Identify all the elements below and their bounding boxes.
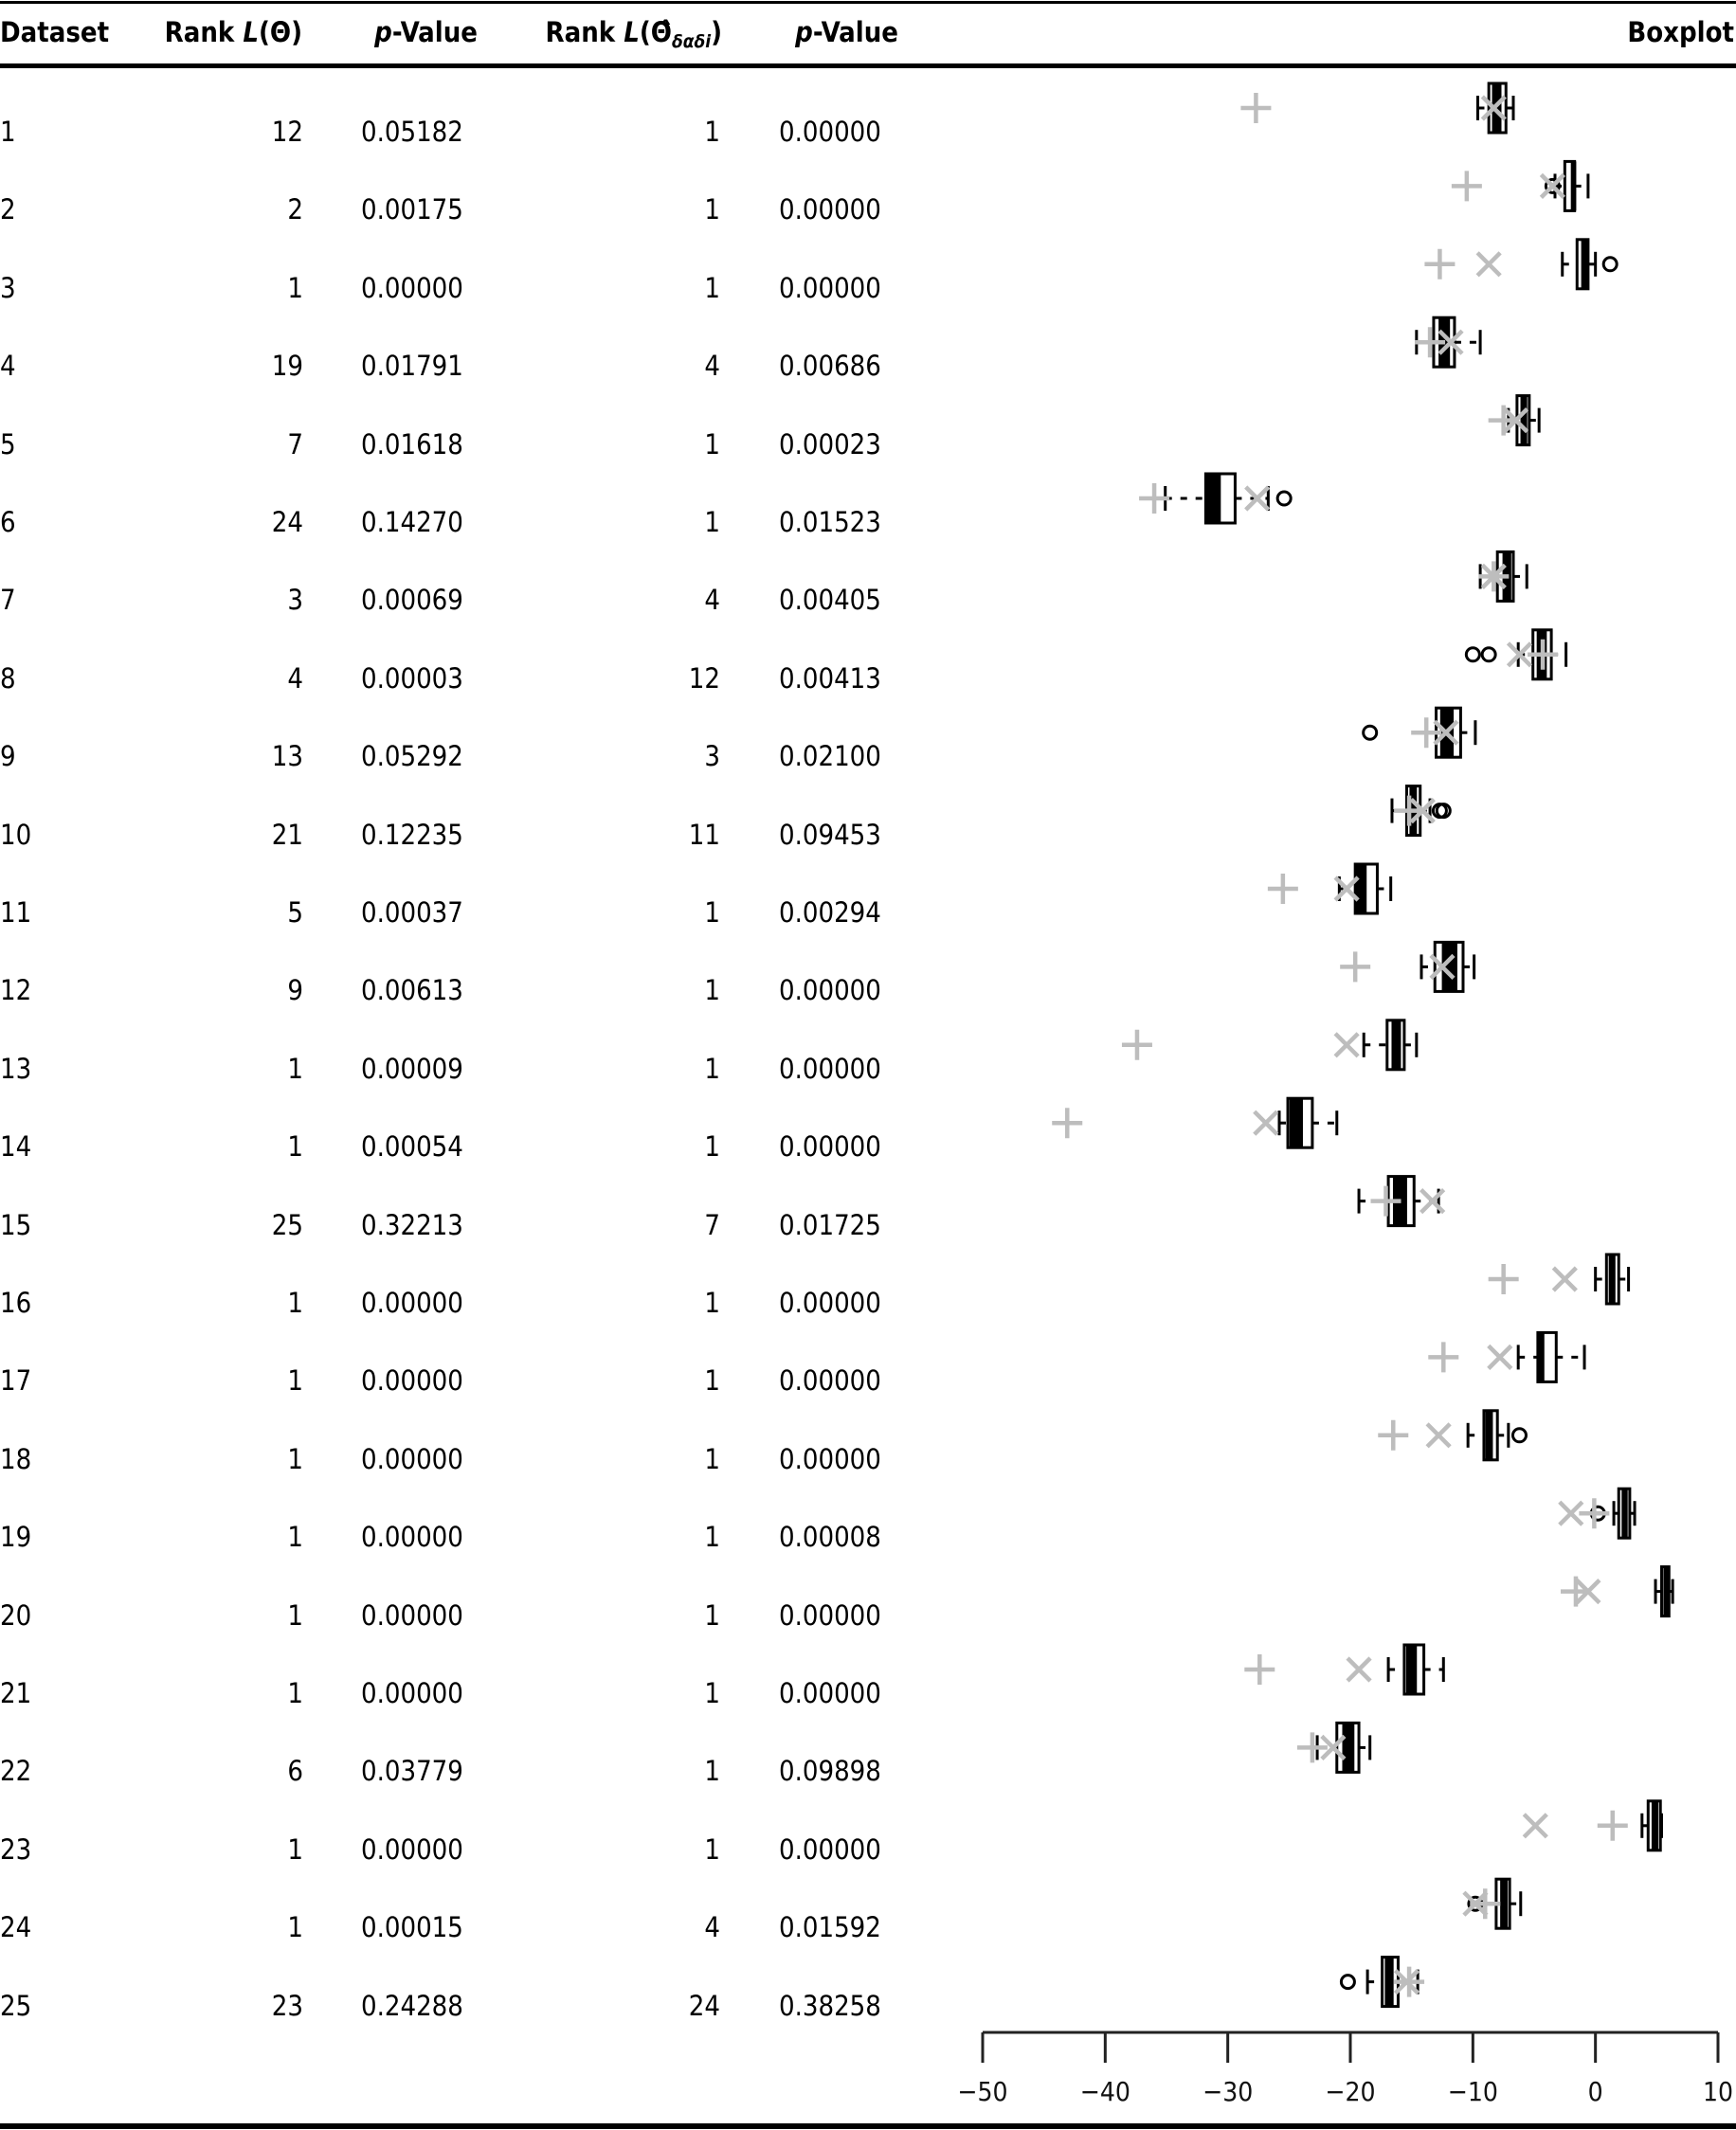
cell-p-value-hat: 0.00000 <box>779 1052 881 1085</box>
cell-dataset: 12 <box>0 974 32 1007</box>
cell-rank-l-theta-hat: 1 <box>704 193 720 226</box>
cell-p-value-hat: 0.00000 <box>779 1130 881 1164</box>
cell-dataset: 1 <box>0 116 16 148</box>
median-bar <box>1621 1489 1627 1538</box>
cell-rank-l-theta-hat: 24 <box>688 1989 720 2022</box>
median-bar <box>1486 1411 1493 1460</box>
cell-p-value-hat: 0.01592 <box>779 1911 881 1944</box>
cell-rank-l-theta: 19 <box>271 350 303 383</box>
outlier-circle <box>1341 1976 1354 1989</box>
cell-p-value-hat: 0.00023 <box>779 427 881 460</box>
cell-rank-l-theta: 7 <box>287 427 303 460</box>
cell-p-value: 0.00000 <box>361 1287 463 1319</box>
cell-rank-l-theta-hat: 4 <box>704 350 720 383</box>
cell-rank-l-theta: 2 <box>287 193 303 226</box>
plus-marker-icon <box>1424 249 1455 280</box>
x-axis-tick-label: 0 <box>1587 2076 1603 2107</box>
outlier-circle <box>1277 492 1291 505</box>
header-rank-l-theta-hat-close: ) <box>711 16 722 48</box>
cell-dataset: 3 <box>0 271 16 304</box>
cross-marker-icon <box>1524 1814 1546 1837</box>
median-bar <box>1571 161 1577 210</box>
cell-rank-l-theta-hat: 1 <box>704 896 720 929</box>
cross-marker-icon <box>1427 1424 1450 1447</box>
plus-marker-icon <box>1428 1342 1458 1372</box>
median-bar <box>1500 1879 1508 1928</box>
cell-rank-l-theta: 6 <box>287 1755 303 1788</box>
boxplot-row <box>1122 1020 1417 1070</box>
cell-dataset: 10 <box>0 818 32 851</box>
cell-dataset: 24 <box>0 1911 32 1944</box>
header-p-suffix: -Value <box>391 16 478 48</box>
boxplot-row <box>1489 396 1540 445</box>
cross-marker-icon <box>1553 1268 1576 1291</box>
cell-p-value-hat: 0.00294 <box>779 896 881 929</box>
x-axis-tick-label: −40 <box>1079 2076 1130 2107</box>
boxplot-row <box>1297 1723 1370 1772</box>
cell-p-value: 0.24288 <box>361 1989 463 2022</box>
cross-marker-icon <box>1347 1658 1370 1681</box>
cell-p-value: 0.00000 <box>361 1598 463 1632</box>
cell-rank-l-theta: 1 <box>287 271 303 304</box>
outlier-circle <box>1603 258 1617 271</box>
header-rank-l-theta-hat-prefix: Rank <box>545 16 624 48</box>
cell-p-value-hat: 0.00686 <box>779 350 881 383</box>
cell-rank-l-theta: 4 <box>287 661 303 695</box>
cross-marker-icon <box>1255 1111 1277 1134</box>
cell-rank-l-theta: 1 <box>287 1911 303 1944</box>
cell-rank-l-theta-hat: 1 <box>704 1364 720 1398</box>
cell-p-value: 0.12235 <box>361 818 463 851</box>
cell-p-value-hat: 0.00000 <box>779 974 881 1007</box>
cell-rank-l-theta: 24 <box>271 506 303 538</box>
cell-rank-l-theta-hat: 11 <box>688 818 720 851</box>
cell-rank-l-theta: 9 <box>287 974 303 1007</box>
cell-dataset: 8 <box>0 661 16 695</box>
cell-p-value-hat: 0.01523 <box>779 506 881 538</box>
cell-rank-l-theta: 1 <box>287 1364 303 1398</box>
cell-p-value: 0.00000 <box>361 1364 463 1398</box>
cell-p-value: 0.32213 <box>361 1208 463 1241</box>
cell-dataset: 20 <box>0 1598 32 1632</box>
cell-rank-l-theta-hat: 4 <box>704 584 720 617</box>
boxplot-row <box>1240 83 1513 133</box>
header-rank-l-theta-suffix: (Θ) <box>258 16 302 48</box>
cell-p-value: 0.00000 <box>361 1442 463 1475</box>
cell-rank-l-theta-hat: 7 <box>704 1208 720 1241</box>
header-boxplot: Boxplot <box>1627 16 1734 48</box>
cell-dataset: 23 <box>0 1832 32 1866</box>
x-axis-tick-label: 10 <box>1702 2076 1734 2107</box>
header-p-suffix: -Value <box>812 16 898 48</box>
plus-marker-icon <box>1122 1030 1152 1060</box>
median-bar <box>1205 474 1221 523</box>
cell-rank-l-theta-hat: 1 <box>704 1287 720 1319</box>
cell-p-value: 0.00175 <box>361 193 463 226</box>
cell-dataset: 5 <box>0 427 16 460</box>
boxplot-row <box>1561 1567 1673 1616</box>
cell-dataset: 4 <box>0 350 16 383</box>
plus-marker-icon <box>1598 1811 1628 1841</box>
cell-p-value-hat: 0.09898 <box>779 1755 881 1788</box>
boxplot-row <box>1359 1177 1444 1226</box>
cell-dataset: 7 <box>0 584 16 617</box>
x-axis-tick-label: −30 <box>1203 2076 1254 2107</box>
cell-rank-l-theta-hat: 1 <box>704 1598 720 1632</box>
cell-p-value: 0.01791 <box>361 350 463 383</box>
header-p-symbol: p <box>795 16 813 48</box>
boxplot-row <box>1341 1958 1424 2007</box>
cell-rank-l-theta-hat: 1 <box>704 1832 720 1866</box>
cell-rank-l-theta: 1 <box>287 1832 303 1866</box>
cell-rank-l-theta-hat: 1 <box>704 1755 720 1788</box>
boxplot-row <box>1392 786 1450 836</box>
cross-marker-icon <box>1246 487 1269 510</box>
cell-p-value: 0.00000 <box>361 1677 463 1709</box>
boxplot-row <box>1524 1801 1661 1850</box>
cell-rank-l-theta: 13 <box>271 740 303 773</box>
plus-marker-icon <box>1240 93 1271 123</box>
cell-p-value: 0.00009 <box>361 1052 463 1085</box>
outlier-circle <box>1466 648 1479 661</box>
cell-rank-l-theta-hat: 4 <box>704 1911 720 1944</box>
cell-rank-l-theta: 1 <box>287 1442 303 1475</box>
cross-marker-icon <box>1477 253 1500 276</box>
cell-p-value-hat: 0.01725 <box>779 1208 881 1241</box>
cross-marker-icon <box>1560 1502 1582 1525</box>
cell-dataset: 11 <box>0 896 32 929</box>
boxplot-row <box>1139 474 1291 523</box>
plus-marker-icon <box>1268 874 1298 904</box>
outlier-circle <box>1482 648 1495 661</box>
cell-rank-l-theta: 1 <box>287 1130 303 1164</box>
cell-rank-l-theta-hat: 1 <box>704 271 720 304</box>
cell-p-value-hat: 0.00000 <box>779 1364 881 1398</box>
median-bar <box>1521 396 1528 445</box>
outlier-circle <box>1364 726 1377 739</box>
cell-p-value-hat: 0.00008 <box>779 1521 881 1554</box>
cell-dataset: 22 <box>0 1755 32 1788</box>
cell-p-value-hat: 0.00000 <box>779 1598 881 1632</box>
header-rank-l-theta-symbol: L <box>243 16 259 48</box>
cell-p-value-hat: 0.00405 <box>779 584 881 617</box>
cell-rank-l-theta-hat: 1 <box>704 1130 720 1164</box>
median-bar <box>1406 1645 1417 1694</box>
boxplot-row <box>1364 708 1475 757</box>
header-p-symbol: p <box>374 16 392 48</box>
plus-marker-icon <box>1052 1108 1082 1138</box>
cell-p-value-hat: 0.00000 <box>779 193 881 226</box>
cell-rank-l-theta: 5 <box>287 896 303 929</box>
outlier-circle <box>1512 1429 1526 1442</box>
cell-rank-l-theta: 1 <box>287 1052 303 1085</box>
x-axis <box>957 2032 1733 2107</box>
plus-marker-icon <box>1244 1654 1275 1685</box>
plus-marker-icon <box>1579 1498 1609 1528</box>
cell-dataset: 13 <box>0 1052 32 1085</box>
cell-rank-l-theta: 23 <box>271 1989 303 2022</box>
boxplot-row <box>1452 161 1588 210</box>
table-bottom-rule <box>0 2123 1736 2129</box>
header-rank-l-theta-hat-subscript: δαδi <box>671 31 712 52</box>
plus-marker-icon <box>1378 1420 1408 1451</box>
cell-rank-l-theta-hat: 1 <box>704 427 720 460</box>
header-rank-l-theta-hat-symbol: L <box>624 16 640 48</box>
boxplot-row <box>1478 551 1527 601</box>
cell-p-value-hat: 0.38258 <box>779 1989 881 2022</box>
cell-rank-l-theta: 1 <box>287 1287 303 1319</box>
cell-p-value-hat: 0.00000 <box>779 1442 881 1475</box>
cell-p-value: 0.00003 <box>361 661 463 695</box>
plus-marker-icon <box>1452 171 1482 201</box>
median-bar <box>1391 1020 1401 1070</box>
median-bar <box>1290 1098 1303 1147</box>
median-bar <box>1538 1332 1545 1381</box>
cell-p-value: 0.00037 <box>361 896 463 929</box>
cell-p-value-hat: 0.00000 <box>779 1677 881 1709</box>
cell-rank-l-theta-hat: 1 <box>704 1677 720 1709</box>
cell-dataset: 25 <box>0 1989 32 2022</box>
cell-dataset: 14 <box>0 1130 32 1164</box>
cell-rank-l-theta: 1 <box>287 1677 303 1709</box>
cell-p-value-hat: 0.00000 <box>779 271 881 304</box>
cell-p-value: 0.00069 <box>361 584 463 617</box>
cell-dataset: 18 <box>0 1442 32 1475</box>
cell-p-value: 0.03779 <box>361 1755 463 1788</box>
cell-rank-l-theta-hat: 1 <box>704 506 720 538</box>
cell-p-value-hat: 0.00413 <box>779 661 881 695</box>
x-axis-tick-label: −10 <box>1447 2076 1498 2107</box>
cell-rank-l-theta: 21 <box>271 818 303 851</box>
boxplot-row <box>1428 1332 1584 1381</box>
cell-rank-l-theta: 1 <box>287 1521 303 1554</box>
cell-p-value: 0.05292 <box>361 740 463 773</box>
cell-dataset: 9 <box>0 740 16 773</box>
cell-p-value: 0.05182 <box>361 116 463 148</box>
cell-dataset: 17 <box>0 1364 32 1398</box>
median-bar <box>1355 864 1366 913</box>
cell-p-value: 0.00000 <box>361 1521 463 1554</box>
cell-rank-l-theta: 1 <box>287 1598 303 1632</box>
x-axis-tick-label: −20 <box>1325 2076 1376 2107</box>
cell-p-value: 0.00000 <box>361 1832 463 1866</box>
plus-marker-icon <box>1489 1264 1519 1294</box>
cell-rank-l-theta: 3 <box>287 584 303 617</box>
cell-p-value: 0.01618 <box>361 427 463 460</box>
cell-dataset: 6 <box>0 506 16 538</box>
cell-p-value: 0.00000 <box>361 271 463 304</box>
cell-rank-l-theta-hat: 3 <box>704 740 720 773</box>
cell-p-value-hat: 0.00000 <box>779 116 881 148</box>
cell-rank-l-theta-hat: 1 <box>704 1442 720 1475</box>
median-bar <box>1652 1801 1658 1850</box>
median-bar <box>1582 240 1587 289</box>
cell-rank-l-theta: 25 <box>271 1208 303 1241</box>
cell-p-value: 0.14270 <box>361 506 463 538</box>
cell-rank-l-theta-hat: 12 <box>688 661 720 695</box>
boxplot-row <box>1489 1255 1629 1304</box>
cell-dataset: 2 <box>0 193 16 226</box>
cell-rank-l-theta: 12 <box>271 116 303 148</box>
header-dataset: Dataset <box>0 16 110 48</box>
cell-p-value-hat: 0.00000 <box>779 1832 881 1866</box>
cell-p-value: 0.00015 <box>361 1911 463 1944</box>
cross-marker-icon <box>1489 1345 1511 1368</box>
cell-rank-l-theta-hat: 1 <box>704 1052 720 1085</box>
cell-p-value-hat: 0.09453 <box>779 818 881 851</box>
boxplot-row <box>1415 317 1480 367</box>
boxplot-row <box>1340 942 1474 991</box>
boxplot-row <box>1244 1645 1443 1694</box>
cell-dataset: 16 <box>0 1287 32 1319</box>
cell-rank-l-theta-hat: 1 <box>704 1521 720 1554</box>
cell-rank-l-theta-hat: 1 <box>704 116 720 148</box>
boxplot-row <box>1466 630 1565 679</box>
boxplot-row <box>1560 1489 1635 1538</box>
cell-p-value: 0.00613 <box>361 974 463 1007</box>
cell-dataset: 19 <box>0 1521 32 1554</box>
boxplot-row <box>1052 1098 1337 1147</box>
cross-marker-icon <box>1421 1190 1444 1213</box>
boxplot-row <box>1268 864 1391 913</box>
cross-marker-icon <box>1335 1034 1358 1056</box>
plus-marker-icon <box>1340 951 1370 982</box>
median-bar <box>1342 1723 1354 1772</box>
median-bar <box>1609 1255 1616 1304</box>
cell-rank-l-theta-hat: 1 <box>704 974 720 1007</box>
cell-dataset: 15 <box>0 1208 32 1241</box>
median-bar <box>1663 1567 1668 1616</box>
header-rank-l-theta-hat-open: (Θ̂ <box>639 16 672 48</box>
header-rank-l-theta-prefix: Rank <box>164 16 244 48</box>
cell-p-value-hat: 0.02100 <box>779 740 881 773</box>
x-axis-tick-label: −50 <box>957 2076 1008 2107</box>
cell-dataset: 21 <box>0 1677 32 1709</box>
cell-p-value-hat: 0.00000 <box>779 1287 881 1319</box>
boxplot-row <box>1464 1879 1521 1928</box>
cell-p-value: 0.00054 <box>361 1130 463 1164</box>
boxplot-row <box>1378 1411 1526 1460</box>
median-bar <box>1384 1958 1393 2007</box>
boxplot-row <box>1424 240 1617 289</box>
